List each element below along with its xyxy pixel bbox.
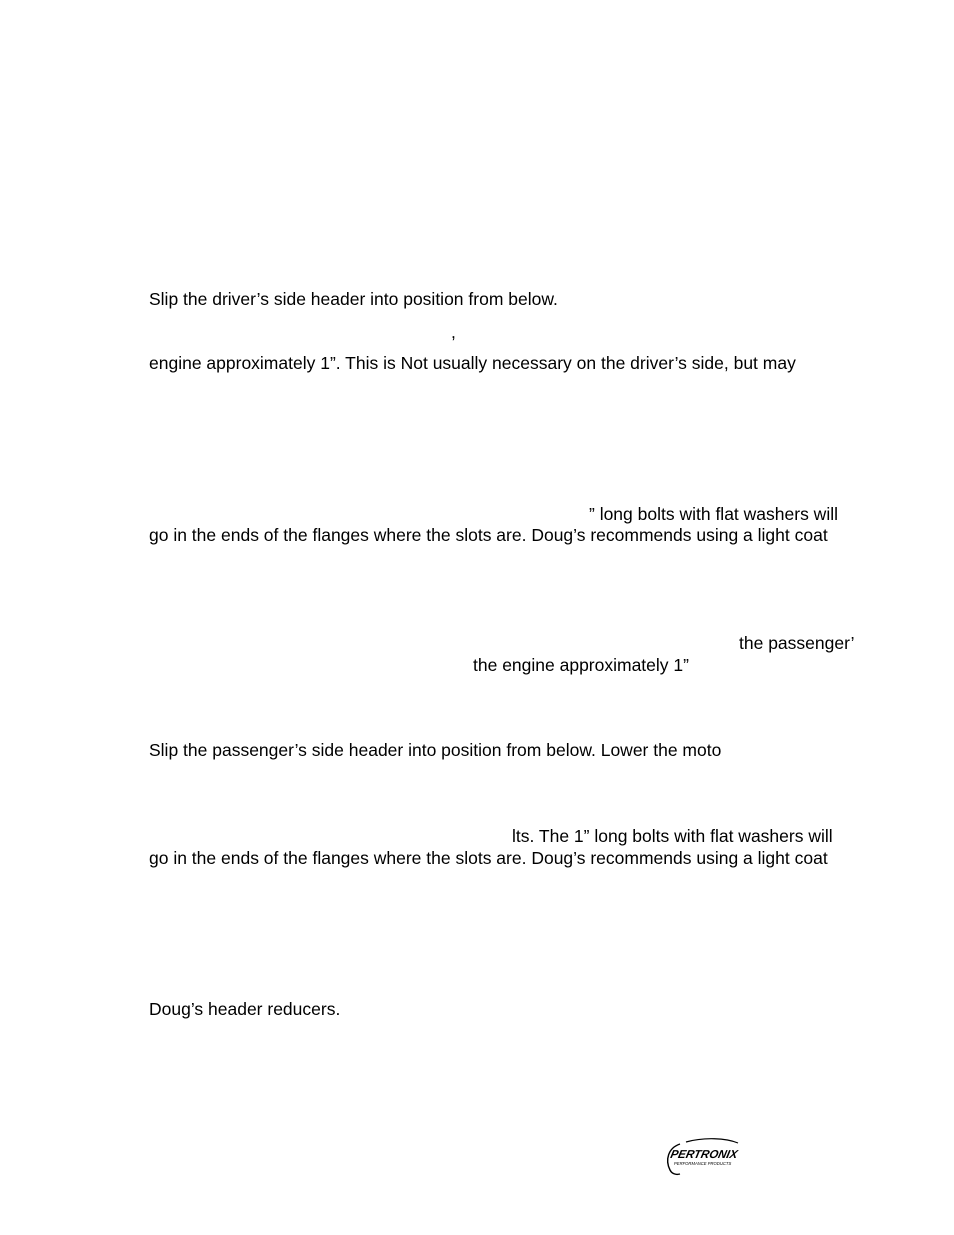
text-line-10: go in the ends of the flanges where the slots are. Doug’s recommends using a light coat (149, 848, 828, 868)
logo-swoosh-inner (686, 1139, 738, 1143)
logo-subtext: PERFORMANCE PRODUCTS (674, 1161, 732, 1166)
logo-text: PERTRONIX (669, 1148, 739, 1161)
pertronix-logo (664, 1134, 744, 1176)
text-line-6: the passenger’ (739, 633, 855, 653)
text-line-4: ” long bolts with flat washers will (589, 504, 838, 524)
text-line-9: lts. The 1” long bolts with flat washers will (512, 826, 833, 846)
text-line-1: Slip the driver’s side header into position from below. (149, 289, 558, 309)
text-line-11: Doug’s header reducers. (149, 999, 341, 1019)
text-line-5: go in the ends of the flanges where the slots are. Doug’s recommends using a light coat (149, 525, 828, 545)
text-line-2: , (451, 322, 456, 342)
text-line-3: engine approximately 1”. This is Not usually necessary on the driver’s side, but may (149, 353, 796, 373)
text-line-8: Slip the passenger’s side header into position from below. Lower the moto (149, 740, 722, 760)
text-line-7: the engine approximately 1” (473, 655, 689, 675)
